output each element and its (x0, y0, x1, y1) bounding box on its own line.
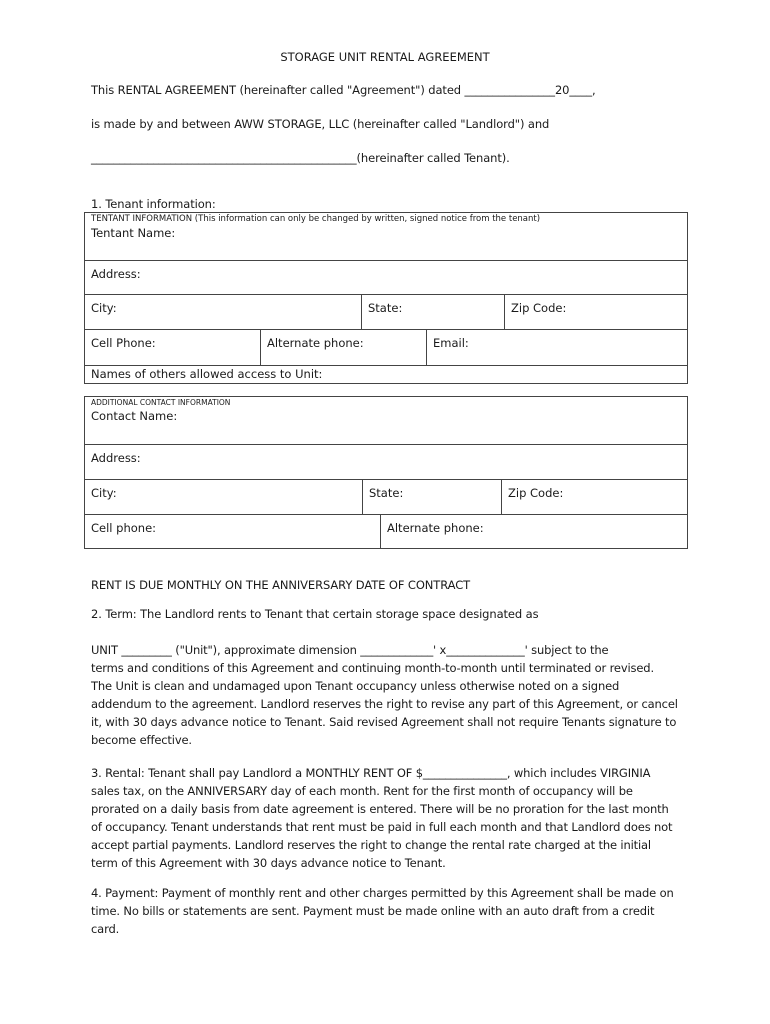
tenant-cell-label: Cell Phone: (91, 336, 156, 350)
contact-state-label: State: (369, 486, 404, 500)
contact-city-field[interactable] (85, 480, 363, 515)
tenant-state-field[interactable] (362, 295, 505, 330)
contact-zip-label: Zip Code: (508, 486, 564, 500)
tenant-info-caption: TENTANT INFORMATION (This information can only be changed by written, signed notice from the tenant) (91, 214, 541, 224)
tenant-email-label: Email: (433, 336, 469, 350)
contact-address-label: Address: (91, 451, 141, 465)
section-3-line: 3. Rental: Tenant shall pay Landlord a MONTHLY RENT OF $_______________, which includes VIRGINIA (91, 766, 651, 780)
tenant-name-label: Tentant Name: (91, 226, 176, 240)
tenant-cell-field[interactable] (85, 330, 261, 366)
section-4-line: time. No bills or statements are sent. Payment must be made online with an auto draft from a credit (91, 904, 655, 918)
section-3-line: of occupancy. Tenant understands that rent must be paid in full each month and that Landlord does not (91, 820, 673, 834)
tenant-zip-label: Zip Code: (511, 301, 567, 315)
section-3-line: accept partial payments. Landlord reserves the right to change the rental rate charged at the initial (91, 838, 651, 852)
section-4-line: 4. Payment: Payment of monthly rent and other charges permitted by this Agreement shall be made on (91, 886, 674, 900)
rent-due-notice: RENT IS DUE MONTHLY ON THE ANNIVERSARY DATE OF CONTRACT (91, 578, 471, 592)
section-4-body (91, 884, 686, 938)
section-4-line: card. (91, 922, 120, 936)
others-access-field[interactable] (85, 366, 688, 384)
tenant-alt-phone-label: Alternate phone: (267, 336, 364, 350)
contact-name-label: Contact Name: (91, 409, 178, 423)
contact-cell-field[interactable] (85, 515, 381, 549)
document-title: STORAGE UNIT RENTAL AGREEMENT (280, 50, 490, 64)
section-2-line: it, with 30 days advance notice to Tenant. Said revised Agreement shall not require Tenants signature to (91, 715, 677, 729)
tenant-address-field[interactable] (85, 261, 688, 295)
tenant-city-label: City: (91, 301, 117, 315)
contact-info-caption: ADDITIONAL CONTACT INFORMATION (91, 398, 231, 407)
section-2-heading: 2. Term: The Landlord rents to Tenant that certain storage space designated as (91, 607, 539, 621)
section-3-line: term of this Agreement with 30 days advance notice to Tenant. (91, 856, 446, 870)
tenant-email-field[interactable] (427, 330, 688, 366)
intro-line-1: This RENTAL AGREEMENT (hereinafter called "Agreement") dated ________________20____, (91, 83, 596, 97)
contact-cell-label: Cell phone: (91, 521, 157, 535)
tenant-zip-field[interactable] (505, 295, 688, 330)
section-2-line: UNIT _________ ("Unit"), approximate dimension _____________' x______________' subject to the (91, 643, 609, 657)
contact-city-label: City: (91, 486, 117, 500)
intro-line-2: is made by and between AWW STORAGE, LLC (hereinafter called "Landlord") and (91, 117, 550, 131)
others-access-label: Names of others allowed access to Unit: (91, 367, 323, 381)
tenant-state-label: State: (368, 301, 403, 315)
section-2-body (91, 641, 686, 749)
intro-line-3: _______________________________________________(hereinafter called Tenant). (91, 151, 510, 165)
section-1-heading: 1. Tenant information: (91, 197, 216, 211)
section-3-body (91, 764, 686, 872)
section-2-line: terms and conditions of this Agreement and continuing month-to-month until terminated or revised. (91, 661, 654, 675)
contact-alt-phone-field[interactable] (381, 515, 688, 549)
tenant-name-field[interactable] (85, 213, 688, 261)
contact-address-field[interactable] (85, 445, 688, 480)
section-2-line: become effective. (91, 733, 192, 747)
contact-info-table (84, 396, 688, 549)
section-2-line: addendum to the agreement. Landlord reserves the right to revise any part of this Agreement, or cancel (91, 697, 678, 711)
section-3-line: sales tax, on the ANNIVERSARY day of each month. Rent for the first month of occupancy will be (91, 784, 633, 798)
section-2-line: The Unit is clean and undamaged upon Tenant occupancy unless otherwise noted on a signed (91, 679, 620, 693)
tenant-address-label: Address: (91, 267, 141, 281)
contact-zip-field[interactable] (502, 480, 688, 515)
contact-alt-phone-label: Alternate phone: (387, 521, 484, 535)
tenant-city-field[interactable] (85, 295, 362, 330)
tenant-info-table (84, 212, 688, 384)
section-3-line: prorated on a daily basis from date agreement is entered. There will be no proration for the last month (91, 802, 669, 816)
contact-name-field[interactable] (85, 397, 688, 445)
tenant-alt-phone-field[interactable] (261, 330, 427, 366)
contact-state-field[interactable] (363, 480, 502, 515)
